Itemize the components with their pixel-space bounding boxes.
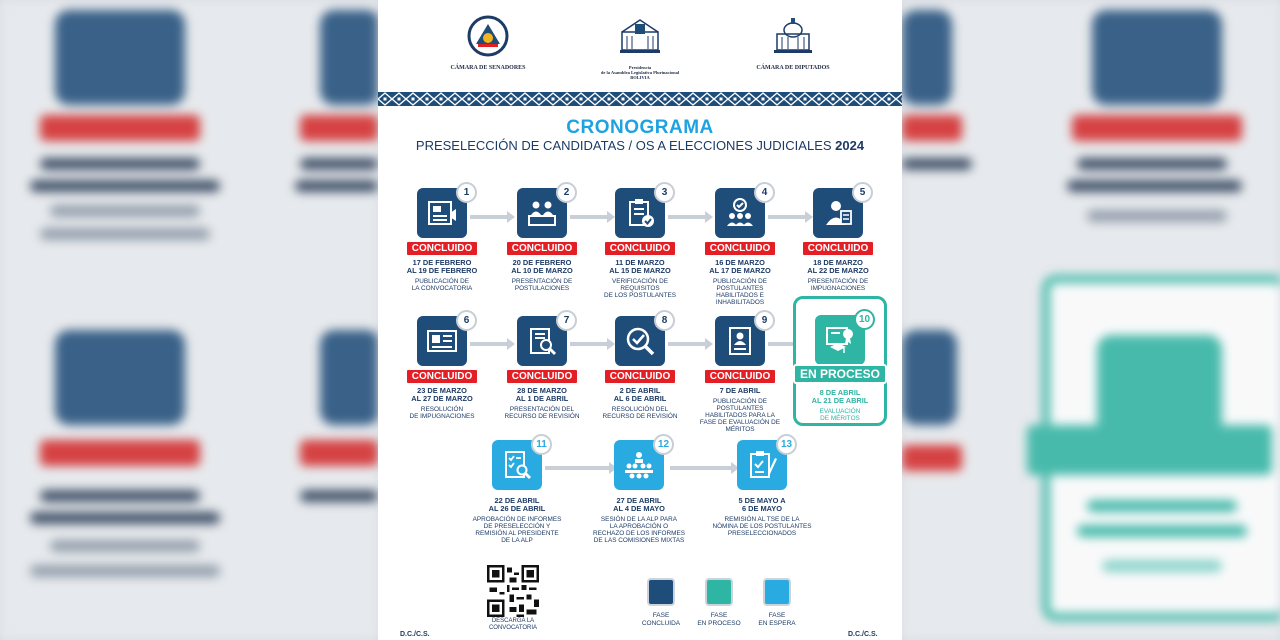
- legend-label-line: EN ESPERA: [758, 620, 796, 627]
- desc-line: EVALUACIÓN: [819, 408, 861, 415]
- step-number: 6: [456, 310, 477, 331]
- step-date: [589, 497, 689, 513]
- date-line: 6 DE MAYO: [742, 504, 782, 513]
- step-icon-box: [614, 439, 670, 490]
- subtitle-year: 2024: [835, 138, 865, 153]
- step-icon-box: [615, 187, 668, 238]
- step-4: [690, 188, 790, 306]
- qr-caption-line: CONVOCATORIA: [488, 625, 538, 631]
- desc-line: RESOLUCIÓN DEL: [611, 406, 669, 413]
- status-badge: CONCLUIDO: [703, 368, 778, 385]
- step-icon-box: [492, 439, 547, 490]
- step-icon-box: [417, 315, 470, 366]
- step-description: [690, 398, 790, 433]
- date-line: 17 DE FEBRERO: [412, 258, 472, 267]
- legend-concluded: [636, 578, 686, 628]
- assembly-session-icon: [623, 449, 655, 481]
- step-date: [712, 497, 812, 513]
- step-date: [392, 387, 492, 403]
- desc-line: PUBLICACIÓN DE: [713, 398, 767, 405]
- step-description: [392, 278, 492, 292]
- legend-label-line: FASE: [652, 612, 670, 619]
- desc-line: HABILITADOS E: [716, 292, 764, 299]
- desc-line: PRESENTACIÓN DE: [807, 278, 869, 285]
- desc-line: REMISIÓN AL TSE DE LA: [724, 516, 800, 523]
- step-3: [590, 188, 690, 299]
- deputies-logo-caption: CÁMARA DE DIPUTADOS: [756, 65, 830, 71]
- legend-swatch: [647, 578, 675, 606]
- step-5: [788, 188, 888, 292]
- date-line: 28 DE MARZO: [517, 386, 567, 395]
- step-date: [788, 259, 888, 275]
- step-number: 1: [456, 182, 477, 203]
- clipboard-pen-icon: [746, 449, 778, 481]
- qr-caption: [473, 618, 553, 632]
- status-badge: CONCLUIDO: [603, 368, 678, 385]
- status-badge: EN PROCESO: [793, 364, 887, 384]
- page-title: CRONOGRAMA: [566, 117, 714, 138]
- date-line: AL 1 DE ABRIL: [515, 394, 569, 403]
- assembly-logo: [595, 14, 685, 80]
- step-icon-box: [715, 315, 768, 366]
- status-badge: CONCLUIDO: [703, 240, 778, 257]
- assembly-logo-caption: [595, 65, 685, 80]
- blurred-background-left: [0, 0, 378, 640]
- approved-group-icon: [724, 197, 756, 229]
- date-line: AL 27 DE MARZO: [411, 394, 473, 403]
- qr-code[interactable]: [487, 565, 539, 617]
- date-line: AL 19 DE FEBRERO: [406, 266, 478, 275]
- desc-line: DE MÉRITOS: [820, 415, 860, 422]
- clipboard-check-icon: [624, 197, 656, 229]
- date-line: AL 22 DE MARZO: [807, 266, 869, 275]
- desc-line: SESIÓN DE LA ALP PARA: [600, 516, 678, 523]
- desc-line: PRESELECCIONADOS: [727, 530, 797, 537]
- legend-swatch: [705, 578, 733, 606]
- step-number: 9: [754, 310, 775, 331]
- step-number: 13: [776, 434, 797, 455]
- date-line: 27 DE ABRIL: [616, 496, 662, 505]
- step-11: [467, 440, 567, 544]
- senate-emblem-icon: [466, 14, 510, 58]
- step-icon-box: [715, 187, 768, 238]
- desc-line: POSTULACIONES: [514, 285, 570, 292]
- date-line: 8 DE ABRIL: [819, 388, 861, 397]
- status-badge: CONCLUIDO: [801, 240, 876, 257]
- desc-line: POSTULANTES: [716, 285, 764, 292]
- legend-label: [752, 612, 802, 628]
- legend-label-line: FASE: [768, 612, 786, 619]
- legend-label: [694, 612, 744, 628]
- desc-line: DE LOS POSTULANTES: [603, 292, 677, 299]
- date-line: AL 6 DE ABRIL: [613, 394, 667, 403]
- assembly-caption-line: Presidencia: [628, 65, 652, 70]
- blurred-background-right: [902, 0, 1280, 640]
- step-date: [790, 389, 890, 405]
- desc-line: REMISIÓN AL PRESIDENTE: [475, 530, 559, 537]
- step-description: [590, 406, 690, 420]
- id-card-icon: [724, 325, 756, 357]
- qr-caption-line: DESCARGA LA: [491, 618, 535, 624]
- step-description: [392, 406, 492, 420]
- senate-logo: [443, 14, 533, 72]
- desc-line: PUBLICACIÓN DE: [713, 278, 767, 285]
- step-number: 11: [531, 434, 552, 455]
- step-date: [492, 387, 592, 403]
- desc-line: NÓMINA DE LOS POSTULANTES: [712, 523, 812, 530]
- step-description: [690, 278, 790, 306]
- step-number: 8: [654, 310, 675, 331]
- step-8: [590, 316, 690, 420]
- legend-label: [636, 612, 686, 628]
- assembly-caption-line: de la Asamblea Legislativa Plurinacional: [600, 70, 680, 75]
- date-line: AL 17 DE MARZO: [709, 266, 771, 275]
- subtitle-text: PRESELECCIÓN DE CANDIDATAS / OS A ELECCIONES JUDICIALES: [415, 138, 832, 153]
- footer-credit-right: D.C./C.S.: [848, 631, 878, 638]
- schedule-poster: [378, 0, 902, 640]
- step-icon-box: [517, 315, 570, 366]
- date-line: 2 DE ABRIL: [619, 386, 661, 395]
- decorative-pattern-band: [378, 90, 902, 108]
- date-line: 23 DE MARZO: [417, 386, 467, 395]
- magnifier-check-icon: [624, 325, 656, 357]
- step-date: [590, 387, 690, 403]
- desc-line: HABILITADOS PARA LA: [705, 412, 775, 419]
- step-10-current: [793, 296, 887, 426]
- legend-swatch: [763, 578, 791, 606]
- document-search-icon: [526, 325, 558, 357]
- date-line: AL 21 DE ABRIL: [811, 396, 869, 405]
- desc-line: FASE DE EVALUACIÓN DE: [699, 419, 781, 426]
- step-description: [590, 278, 690, 299]
- desc-line: RECURSO DE REVISIÓN: [602, 413, 678, 420]
- document-card-icon: [426, 325, 458, 357]
- step-number: 5: [852, 182, 873, 203]
- desc-line: MÉRITOS: [725, 426, 755, 433]
- date-line: 16 DE MARZO: [715, 258, 765, 267]
- step-13: [712, 440, 812, 537]
- desc-line: REQUISITOS: [620, 285, 660, 292]
- desc-line: LA APROBACIÓN O: [609, 523, 669, 530]
- step-icon-box: [815, 314, 871, 365]
- step-description: [589, 516, 689, 544]
- desc-line: IMPUGNACIONES: [810, 285, 866, 292]
- legend-waiting: [752, 578, 802, 628]
- desc-line: LA CONVOCATORIA: [411, 285, 473, 292]
- date-line: AL 4 DE MAYO: [613, 504, 665, 513]
- desc-line: POSTULANTES: [716, 405, 764, 412]
- date-line: 22 DE ABRIL: [494, 496, 540, 505]
- step-icon-box: [737, 439, 793, 490]
- step-number: 7: [556, 310, 577, 331]
- step-icon-box: [417, 187, 470, 238]
- step-7: [492, 316, 592, 420]
- reception-desk-icon: [526, 197, 558, 229]
- status-badge: CONCLUIDO: [505, 240, 580, 257]
- legend-label-line: EN PROCESO: [697, 620, 741, 627]
- step-number: 2: [556, 182, 577, 203]
- status-badge: CONCLUIDO: [405, 240, 480, 257]
- desc-line: PRESENTACIÓN DEL: [509, 406, 575, 413]
- date-line: AL 26 DE ABRIL: [488, 504, 546, 513]
- legend-label-line: FASE: [710, 612, 728, 619]
- desc-line: RESOLUCIÓN: [420, 406, 464, 413]
- step-description: [712, 516, 812, 537]
- step-number: 3: [654, 182, 675, 203]
- step-9: [690, 316, 790, 433]
- deputies-logo: [748, 14, 838, 72]
- step-10: [790, 315, 890, 422]
- status-badge: CONCLUIDO: [505, 368, 580, 385]
- date-line: 18 DE MARZO: [813, 258, 863, 267]
- status-badge: CONCLUIDO: [405, 368, 480, 385]
- date-line: AL 10 DE MARZO: [511, 266, 573, 275]
- checklist-search-icon: [501, 449, 533, 481]
- desc-line: DE LAS COMISIONES MIXTAS: [593, 537, 685, 544]
- date-line: 11 DE MARZO: [615, 258, 665, 267]
- step-date: [467, 497, 567, 513]
- header: [378, 0, 902, 90]
- step-date: [690, 387, 790, 395]
- step-description: [492, 406, 592, 420]
- desc-line: DE LA ALP: [501, 537, 533, 544]
- step-icon-box: [813, 187, 866, 238]
- step-description: [467, 516, 567, 544]
- step-icon-box: [615, 315, 668, 366]
- desc-line: DE PRESELECCIÓN Y: [483, 523, 551, 530]
- step-date: [690, 259, 790, 275]
- step-12: [589, 440, 689, 544]
- step-description: [788, 278, 888, 292]
- assembly-caption-line: BOLIVIA: [630, 75, 650, 80]
- date-line: 5 DE MAYO A: [738, 496, 786, 505]
- legend-in-process: [694, 578, 744, 628]
- step-2: [492, 188, 592, 292]
- date-line: AL 15 DE MARZO: [609, 266, 671, 275]
- page-subtitle: [378, 138, 902, 153]
- desc-line: DE IMPUGNACIONES: [409, 413, 475, 420]
- desc-line: RECHAZO DE LOS INFORMES: [593, 530, 685, 537]
- step-date: [492, 259, 592, 275]
- step-date: [590, 259, 690, 275]
- deputies-building-icon: [761, 14, 825, 58]
- desc-line: RECURSO DE REVISIÓN: [504, 413, 580, 420]
- desc-line: APROBACIÓN DE INFORMES: [472, 516, 562, 523]
- senate-logo-caption: CÁMARA DE SENADORES: [450, 65, 526, 71]
- step-number: 12: [653, 434, 674, 455]
- desc-line: VERIFICACIÓN DE: [611, 278, 669, 285]
- step-6: [392, 316, 492, 420]
- step-number: 4: [754, 182, 775, 203]
- person-document-icon: [822, 197, 854, 229]
- date-line: 7 DE ABRIL: [719, 386, 761, 395]
- assembly-building-icon: [608, 14, 672, 58]
- desc-line: INHABILITADOS: [715, 299, 765, 306]
- footer-credit-left: D.C./C.S.: [400, 631, 430, 638]
- step-1: [392, 188, 492, 292]
- status-badge: CONCLUIDO: [603, 240, 678, 257]
- certificate-graduate-icon: [824, 324, 856, 356]
- step-description: [492, 278, 592, 292]
- newspaper-icon: [426, 197, 458, 229]
- date-line: 20 DE FEBRERO: [512, 258, 572, 267]
- step-date: [392, 259, 492, 275]
- step-number: 10: [854, 309, 875, 330]
- desc-line: PRESENTACIÓN DE: [511, 278, 573, 285]
- legend-label-line: CONCLUIDA: [641, 620, 681, 627]
- step-description: [790, 408, 890, 422]
- step-icon-box: [517, 187, 570, 238]
- desc-line: PUBLICACIÓN DE: [415, 278, 469, 285]
